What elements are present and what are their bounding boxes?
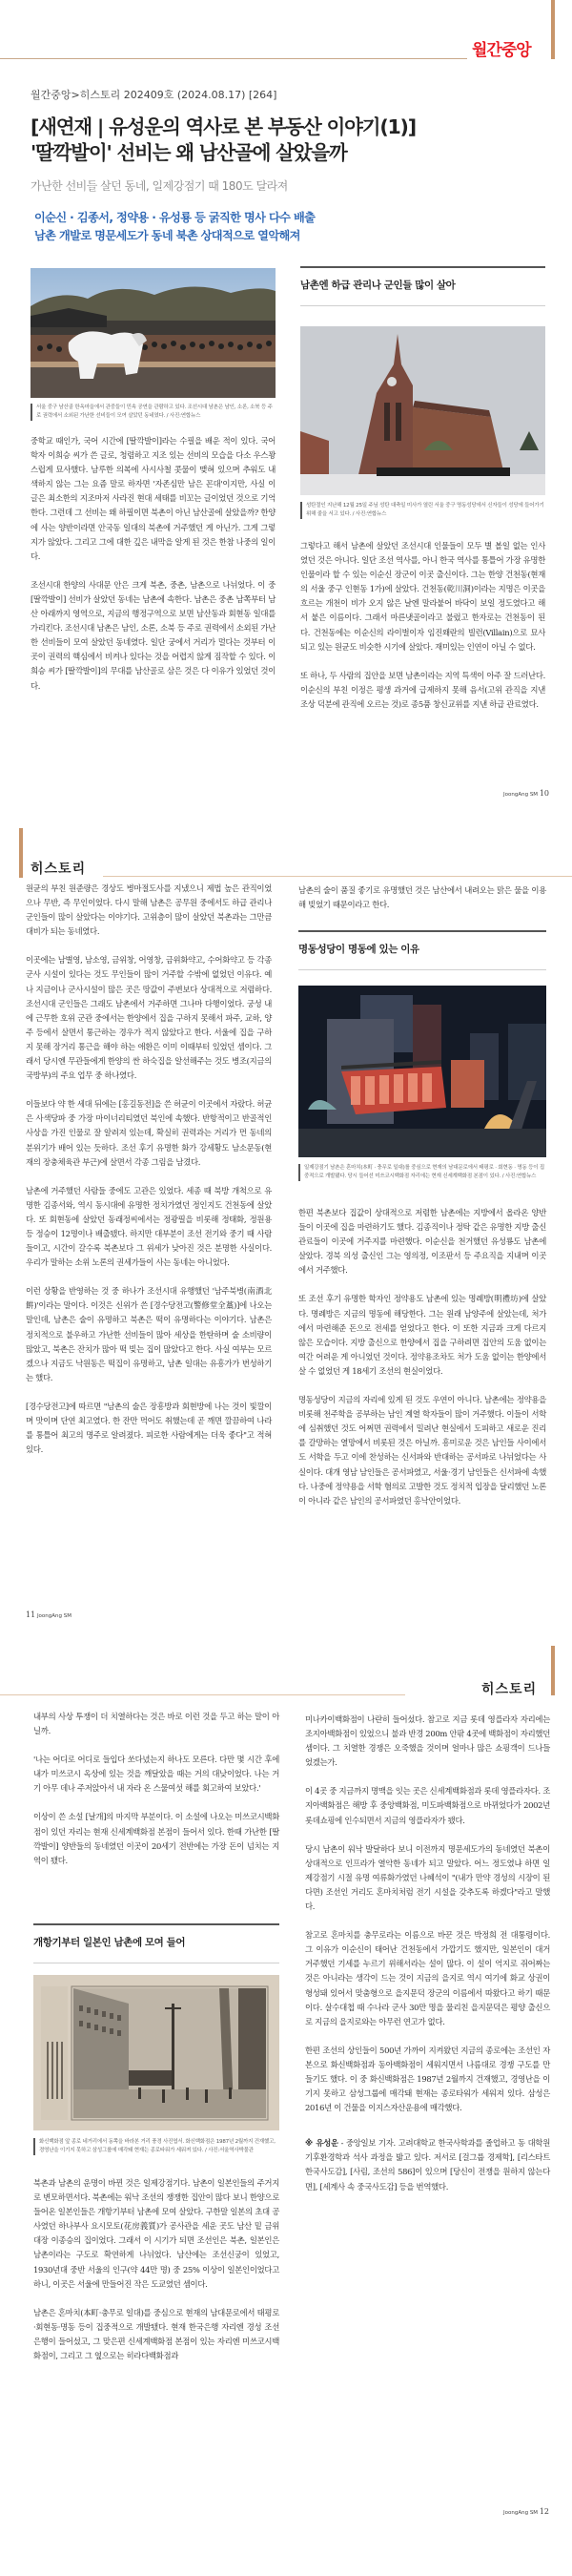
paragraph: [경수당전고]에 따르면 "남촌의 술은 장흥방과 회현방에 나는 것이 빛깔이며 맛이며 단연 최고였다. 한 잔만 먹어도 취했는데 곧 깨면 깔끔하여 나라를 통틀어 최고의 명주로 알려졌다. 피로한 사람에게는 더욱 좋다"고 적혀 있다. bbox=[26, 1401, 272, 1455]
paragraph: 참고로 혼마치를 충무로라는 이름으로 바꾼 것은 박정희 전 대통령이다. 그 이유가 이순신이 태어난 건천동에서 가깝기도 했지만, 일본인이 대거 거주했던 기세를 누르기 위해서라는 설이 많다. 이 설이 억지로 쥐어짜는 것은 아니라는 생각이 드는 것이 지금의 을지로 역시 여기에 화교 상권이 형성돼 있어서 맞춤형으로 을지문덕 장군의 이름에서 따왔다고 하기 때문이다. 살수대첩 때 수나라 군사 30만 명을 물리친 을지문덕은 평양 출신으로 지금의 을지로와는 아무런 연고가 없다. bbox=[305, 1930, 550, 2026]
author-name: ※ 유성운 bbox=[305, 2138, 338, 2149]
author-bio bbox=[305, 2136, 550, 2193]
title-line-2: '딸깍발이' 선비는 왜 남산골에 살았을까 bbox=[31, 141, 347, 164]
photo-shinsegae-night bbox=[298, 986, 546, 1157]
header-accent-bar bbox=[551, 0, 555, 59]
breadcrumb: 월간중앙>히스토리 202409호 (2024.08.17) [264] bbox=[31, 89, 277, 101]
section-heading: 명동성당이 명동에 있는 이유 bbox=[298, 930, 546, 970]
photo-caption: 화신백화점 앞 종로 네거리에서 동쪽을 바라본 거리 풍경 사진엽서. 화신백화점은 1987년 2월까지 건재했고, 경영난을 이기지 못하고 삼성그룹에 매각돼 현재는 종로타워가 세워져 있다. / 사진:서울역사박물관 bbox=[33, 2138, 279, 2155]
paragraph: 당시 남촌이 워낙 발달하다 보니 이전까지 명문세도가의 동네였던 북촌이 상대적으로 인프라가 열악한 동네가 되고 말았다. 어느 정도였냐 하면 일제강점기 시절 유명 여류화가였던 나혜석이 "(내가 만약 경성의 시장이 된다면) 조선인 거리도 혼마치처럼 전기 시설을 갖추도록 하겠다"라고 말했다. bbox=[305, 1843, 550, 1912]
section-rule bbox=[0, 1694, 405, 1695]
highlight-1: 이순신 · 김종서, 정약용 · 유성룡 등 굵직한 명사 다수 배출 bbox=[34, 211, 316, 224]
paragraph: 또 하나, 두 사람의 집안을 보면 남촌이라는 지역 특색이 아주 잘 드러난다. 이순신의 부친 이정은 평생 과거에 급제하지 못해 음서(고위 관직을 지낸 조상 덕분에 관직에 오르는 것)로 종5품 창신교위를 지낸 하급 관료였다. bbox=[300, 670, 545, 709]
paragraph: 원균의 부친 원준량은 경상도 병마절도사를 지냈으니 제법 높은 관직이었으나 무반, 즉 무인이었다. 다시 말해 남촌은 공무원 중에서도 하급 관리나 군인들이 많이 살았다는 이야기다. 고위층이 많이 살았던 북촌과는 그만큼 대비가 되는 동네였다. bbox=[26, 883, 272, 937]
paragraph: 그렇다고 해서 남촌에 살았던 조선시대 인물들이 모두 별 볼일 없는 인사였던 것은 아니다. 일단 조선 역사를, 아니 한국 역사를 통틀어 가장 유명한 인물이라 할 수 있는 이순신 장군이 이곳 출신이다. 그는 한양 건천동(현재의 서울 중구 인현동 1가)에 살았다. 건천동(乾川洞)이라는 지명은 이곳을 흐르는 개천이 비가 오지 않은 날엔 말라붙어 바닥이 보일 정도였다고 해서 붙은 이름이다. 그래서 마른냇골이라고 불렀고 한자로는 건천동이 된다. 건천동에는 이순신의 라이벌이자 임진왜란의 빌런(Villain)으로 묘사되고 있는 원균도 비슷한 시기에 살았다. 재미있는 인연이 아닐 수 없다. bbox=[300, 541, 545, 652]
title-line-1: [새연재 | 유성운의 역사로 본 부동산 이야기(1)] bbox=[31, 115, 416, 138]
header-rule bbox=[0, 58, 467, 59]
photo-myeongdong-cathedral bbox=[300, 326, 545, 495]
paragraph: 이들보다 약 한 세대 뒤에는 [홍길동전]을 쓴 허균이 이곳에서 자랐다. 허균은 사색당파 중 가장 마이너리티였던 북인에 속했다. 반항적이고 반골적인 사상을 가진 인물로 잘 알려져 있는데, 확실히 권력과는 거리가 먼 동네의 분위기가 배어 있는 듯하다. 조선 후기 유명한 화가 강세황도 남소문동(현재의 장충체육관 부근)에 살면서 각종 그림을 남겼다. bbox=[26, 1099, 272, 1167]
author-bio-text: - 중앙일보 기자. 고려대학교 한국사학과를 졸업하고 동 대학원 기후환경학과 석사 과정을 밟고 있다. 저서로 [걸그룹 경제학], [리스타트 한국사도감], [사림, 조선의 586]이 있으며 [당신이 전쟁을 원하지 않는다면], [세계사 속 중국사도감] 등을 번역했다. bbox=[305, 2138, 550, 2192]
article-column bbox=[33, 1710, 279, 1868]
subtitle: 가난한 선비들 살던 동네, 일제강점기 때 180도 달라져 bbox=[31, 179, 288, 193]
section-heading: 남촌엔 하급 관리나 군인들 많이 살아 bbox=[300, 266, 545, 306]
paragraph: 한편 조선의 상인들이 500년 가까이 지켜왔던 지금의 종로에는 조선인 자본으로 화신백화점과 동아백화점이 세워지면서 나름대로 경쟁 구도를 만들기도 했다. 이 중 화신백화점은 1987년 2월까지 건재했고, 경영난을 이기지 못하고 삼성그룹에 매각돼 현재는 종로타워가 세워져 있다. 삼성은 2016년 이 건물을 이지스자산운용에 매각했다. bbox=[305, 2045, 550, 2113]
paragraph: 또 조선 후기 유명한 학자인 정약용도 남촌에 있는 명례방(明禮坊)에 살았다. 명례방은 지금의 명동에 해당한다. 그는 원래 남양주에 살았는데, 처가에서 마련해준 돈으로 전세를 얻었다고 한다. 이 또한 지금과 크게 다르지 않은 모습이다. 지방 출신으로 한양에서 집을 구하려면 집안의 도움 없이는 여간 어려운 게 아니었던 것이다. 정약용조차도 처가 도움 없이는 한양에서 살 수 없었던 게 18세기 조선의 현실이었다. bbox=[298, 1294, 546, 1376]
page-footer bbox=[503, 789, 549, 798]
paragraph: 북촌과 남촌의 운명이 바뀐 것은 일제강점기다. 남촌이 일본인들의 주거지로 변모하면서다. 북촌에는 워낙 조선의 쟁쟁한 집안이 많다 보니 한양으로 들어온 일본인들은 개항기부터 남촌에 모여 살았다. 구한말 일본의 초대 공사였던 하나부사 요시모토(花房義質)가 공사관을 세운 곳도 남산 밑 금위대장 이종승의 집이었다. 그래서 이 시기가 되면 조선인은 북촌, 일본인은 남촌이라는 구도로 확연하게 나뉘었다. 남산에는 조선신궁이 있었고, 1930년대 중반 서울의 인구(약 44만 명) 중 25% 이상이 일본인이었다고 하니, 이곳은 서울에 만들어진 작은 도쿄였던 셈이다. bbox=[33, 2178, 279, 2289]
footer-brand: JoongAng SM bbox=[503, 792, 539, 798]
section-rule bbox=[103, 876, 572, 877]
highlights bbox=[34, 209, 315, 245]
section-label: 히스토리 bbox=[31, 862, 87, 877]
photo-caption: 일제강점기 남촌은 혼마치(本町 · 충무로 일대)를 중심으로 현재의 남대문로에서 태평로 · 회현동 · 명동 등이 집중적으로 개발됐다. 당시 들어선 미쓰코시백화점 자리에는 현재 신세계백화점 본점이 있다. / 사진:연합뉴스 bbox=[298, 1164, 546, 1181]
photo-folk-performance bbox=[31, 268, 276, 398]
paragraph: 남촌은 혼마치(本町·충무로 일대)를 중심으로 현재의 남대문로에서 태평로·회현동·명동 등이 집중적으로 개발됐다. 현재 한국은행 자리엔 경성 조선은행이 들어섰고, 그 맞은편 신세계백화점 본점이 있는 자리엔 미쓰코시백화점이, 그리고 그 옆으로는 히라다백화점과 bbox=[33, 2307, 279, 2361]
page-number: 11 bbox=[26, 1610, 36, 1619]
section-heading: 개항기부터 일본인 남촌에 모여 들어 bbox=[33, 1923, 279, 1963]
photo-caption: 성탄절인 지난해 12월 25일 주님 성탄 대축일 미사가 열린 서울 중구 명동성당에서 신자들이 성당에 들어가기 위해 줄을 서고 있다. / 사진:연합뉴스 bbox=[300, 502, 545, 519]
article-column bbox=[298, 883, 546, 912]
article-column bbox=[26, 882, 272, 1457]
paragraph: 이 4곳 중 지금까지 명맥을 잇는 곳은 신세계백화점과 롯데 영플라자다. 조지아백화점은 해방 후 중앙백화점, 미도파백화점으로 바뀌었다가 2002년 롯데쇼핑에 인수되면서 지금의 영플라자가 됐다. bbox=[305, 1786, 550, 1825]
paragraph: 이상이 쓴 소설 [날개]의 마지막 부분이다. 이 소설에 나오는 미쓰코시백화점이 있던 자리는 현재 신세계백화점 본점이 들어서 있다. 한때 가난한 [딸깍발이] 양반들의 동네였던 이곳이 20세기 전반에는 가장 돈이 넘치는 지역이 됐다. bbox=[33, 1812, 279, 1865]
paragraph: 한편 북촌보다 집값이 상대적으로 저렴한 남촌에는 지방에서 올라온 양반들이 이곳에 집을 마련하기도 했다. 김종직이나 정탁 같은 유명한 지방 출신 관료들이 이곳에 거주지를 마련했다. 이순신을 천거했던 유성룡도 남촌에 살았다. 경북 의성 출신인 그는 영의정, 이조판서 등 주요직을 지내며 이곳에서 거주했다. bbox=[298, 1208, 546, 1276]
paragraph: 남촌에 거주했던 사람들 중에도 고관은 있었다. 세종 때 북방 개척으로 유명한 김종서와, 역시 동시대에 유명한 정치가였던 정인지도 건천동에 살았다. 또 회현동에 살았던 동래정씨에서는 정광필을 비롯해 정태화, 정원용 등 정승이 12명이나 배출됐다. 하지만 대부분이 조선 전기와 중기 때 사람들이고, 시간이 갈수록 북촌보다 그 위세가 낮아진 것은 분명한 사실이다. 우리가 말하는 소위 노론의 권세가들이 사는 동네는 아니었다. bbox=[26, 1185, 272, 1268]
section-accent-bar bbox=[19, 828, 23, 878]
page-title bbox=[31, 114, 416, 166]
paragraph: 이런 상황을 반영하는 것 중 하나가 조선시대 유행했던 '남주북병(南酒北餠)'이라는 말이다. 이것은 신위가 쓴 [경수당전고(警修堂全藁)]에 나오는 말인데, 남촌은 술이 유명하고 북촌은 떡이 유명하다는 이야기다. 남촌은 정치적으로 불우하고 가난한 선비들이 많아 세상을 한탄하며 술 소비량이 많았고, 북촌은 잔치가 많아 떡 빚는 집이 많았다고 한다. 사실 여부는 모르겠으나 지금도 낙원동은 떡집이 유명하고, 남촌 일대는 유흥가가 번성하기는 했다. bbox=[26, 1286, 272, 1382]
page-number: 10 bbox=[539, 789, 549, 798]
magazine-logo[interactable]: 월간중앙 bbox=[472, 41, 531, 60]
article-column bbox=[300, 539, 545, 712]
paragraph: '나는 어디로 어디로 들입다 쏘다녔는지 하나도 모른다. 다만 몇 시간 후에 내가 미쓰코시 옥상에 있는 것을 깨달았을 때는 거의 대낮이었다. 나는 거기 아무 데나 주저앉아서 내 자라 온 스물여섯 해를 회고하여 보았다.' bbox=[33, 1755, 279, 1794]
page-number: 12 bbox=[539, 2507, 549, 2516]
footer-brand: JoongAng SM bbox=[36, 1613, 72, 1619]
page-footer bbox=[26, 1610, 72, 1619]
highlight-2: 남촌 개발로 명문세도가 동네 북촌 상대적으로 열악해져 bbox=[34, 229, 300, 242]
paragraph: 조선시대 한양의 사대문 안은 크게 북촌, 중촌, 남촌으로 나뉘었다. 이 중 [딸깍발이] 선비가 살았던 동네는 남촌에 속한다. 남촌은 중촌 남쪽부터 남산 아래까지 영역으로, 지금의 행정구역으로 보면 남산동과 회현동 일대를 가리킨다. 조선시대 남촌은 남인, 소론, 소북 등 주로 권력에서 소외된 가난한 선비들이 모여 살았던 동네였다. 일단 궁에서 거리가 멀다는 것부터 이곳이 권력의 핵심에서 비켜나 있다는 것을 어렵지 않게 짐작할 수 있다. 이희승 씨가 [딸깍발이]의 무대를 남산골로 삼은 것은 다 이유가 있었던 것이다. bbox=[31, 579, 276, 691]
footer-brand: JoongAng SM bbox=[503, 2510, 539, 2516]
article-column bbox=[31, 434, 276, 694]
paragraph: 미나카이백화점이 나란히 들어섰다. 참고로 지금 롯데 영플라자 자리에는 조지아백화점이 있었으니 불과 반경 200m 안팎 4곳에 백화점이 자리했던 셈이다. 그 치열한 경쟁은 오죽했을 것이며 얼마나 많은 쇼핑객이 드나들었겠는가. bbox=[305, 1714, 550, 1768]
article-column bbox=[298, 1206, 546, 1508]
paragraph: 남촌의 술이 품질 좋기로 유명했던 것은 남산에서 내려오는 맑은 물을 이용해 빚었기 때문이라고 한다. bbox=[298, 885, 546, 910]
page-footer bbox=[503, 2507, 549, 2516]
photo-caption: 서울 중구 남산골 한옥마을에서 관중들이 민속 공연을 관람하고 있다. 조선시대 남촌은 남인, 소론, 소북 등 주로 권력에서 소외된 가난한 선비들이 모여 살았던 동네였다. / 사진:연합뉴스 bbox=[31, 404, 276, 421]
section-label: 히스토리 bbox=[481, 1682, 538, 1697]
paragraph: 중학교 때인가, 국어 시간에 [딸깍발이]라는 수필을 배운 적이 있다. 국어학자 이희승 씨가 쓴 글로, 청렴하고 지조 있는 선비의 모습을 다소 우스꽝스럽게 묘사했다. 남루한 의복에 사시사철 콧물이 맺혀 있으며 추워도 내색하지 않는 그는 요즘 말로 하자면 '자존심만 남은 꼰대'이지만, 사실 이 글은 최소한의 지조마저 사라진 현대 세태를 비꼬는 글이었던 것으로 기억한다. 그런데 그 선비는 왜 하필이면 북촌이 아닌 남산골에 살았을까? 한양에 사는 양반이라면 안국동 일대의 북촌에 거주했던 게 아닌가. 그게 그렇지가 않았다. 그리고 그에 대한 깊은 내막을 알게 된 것은 한참 나중의 일이다. bbox=[31, 436, 276, 561]
section-accent-bar bbox=[551, 1646, 555, 1695]
paragraph: 이곳에는 남별영, 남소영, 금위창, 어영창, 금위화약고, 수어화약고 등 각종 군사 시설이 있다는 것도 무인들이 많이 거주할 수밖에 없었던 이유다. 예나 지금이나 군사시설이 많은 곳은 땅값이 주변보다 상대적으로 저렴하다. 조선시대 군인들은 그래도 남촌에서 거주하면 그나마 다행이었다. 궁성 내에 근무한 호위 군관 중에서는 한양에서 집을 구하지 못해서 파주, 교하, 양주 등에서 살면서 통근하는 경우가 적지 않았다고 한다. 서울에 집을 구하지 못해 장거리 통근을 해야 하는 애환은 이미 이때부터 있었던 셈이다. 그래서 당시엔 무관들에게 한양의 싼 하숙집을 알선해주는 것도 병조(지금의 국방부)의 주요 업무 중 하나였다. bbox=[26, 955, 272, 1081]
photo-jongno-postcard bbox=[33, 1975, 279, 2130]
paragraph: 내부의 사상 투쟁이 더 치열하다는 것은 바로 이런 것을 두고 하는 말이 아닐까. bbox=[33, 1712, 279, 1736]
article-column bbox=[33, 2176, 279, 2363]
article-column bbox=[305, 1713, 550, 2194]
paragraph: 명동성당이 지금의 자리에 있게 된 것도 우연이 아니다. 남촌에는 정약용을 비롯해 천주학을 공부하는 남인 계열 학자들이 많이 거주했다. 이들이 서학에 심취했던 것도 어쩌면 권력에서 밀려난 현실에서 도피하고 새로운 진리를 갈망하는 열망에서 비롯된 것은 아닐까. 흥미로운 것은 남인들 사이에서도 서학을 두고 이에 찬성하는 신서파와 반대하는 공서파로 나뉘었다는 사실이다. 대개 영남 남인들은 공서파였고, 서울·경기 남인들은 신서파에 속했다. 나중에 정약용을 서학 혐의로 고발한 것도 정치적 입장을 달리했던 노론이 아니라 같은 남인의 공서파였던 홍낙안이었다. bbox=[298, 1395, 546, 1506]
